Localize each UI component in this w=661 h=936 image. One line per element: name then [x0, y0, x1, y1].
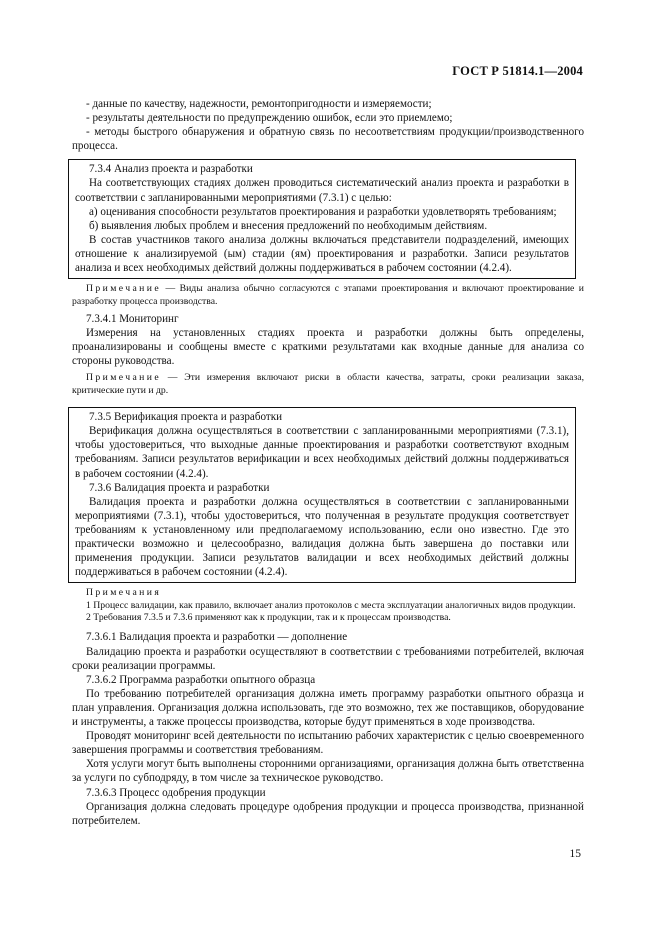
paragraph: Валидация проекта и разработки должна осуществляться в соответствии с запланированными мероприятиями (7.3.1), чтобы удостовериться, что полученная в результате продукция соответствует требованиям к установленному или предполагаемому использованию, если оно известно. Где это практически возможно и целесообразно, валидация должна быть завершена до поставки или применения продукции. Записи результатов валидации и всех необходимых действий должны поддерживаться в рабочем состоянии (4.2.4). — [75, 495, 569, 579]
note-item: 1 Процесс валидации, как правило, включает анализ протоколов с места эксплуатации аналогичных видов продукции. — [86, 599, 576, 611]
list-item: - данные по качеству, надежности, ремонтопригодности и измеряемости; — [86, 98, 432, 110]
framed-section-7-3-5 — [68, 407, 576, 583]
framed-section-7-3-4 — [68, 159, 576, 279]
section-heading: 7.3.5 Верификация проекта и разработки — [89, 411, 283, 424]
section-heading: 7.3.4 Анализ проекта и разработки — [89, 163, 253, 176]
paragraph: По требованию потребителей организация должна иметь программу разработки опытного образца и план управления. Организация должна использовать, где это возможно, тех же поставщиков, оборудование и инструменты, а также процессы производства, которые будут применяться в ходе производства. — [72, 687, 584, 729]
note-item: 2 Требования 7.3.5 и 7.3.6 применяют как к продукции, так и к процессам производства. — [86, 612, 451, 624]
section-heading: 7.3.6.1 Валидация проекта и разработки — дополнение — [86, 631, 348, 644]
paragraph: Валидацию проекта и разработки осуществляют в соответствии с требованиями потребителей, включая сроки реализации программы. — [72, 645, 584, 672]
list-item: б) выявления любых проблем и внесения предложений по необходимым действиям. — [89, 219, 488, 232]
note-label: Примечание — [86, 372, 162, 384]
note — [72, 372, 584, 397]
page-number: 15 — [569, 848, 581, 860]
paragraph: В состав участников такого анализа должны включаться представители подразделений, имеющих отношение к анализируемой (ым) стадии (ям) проектирования и разработки. Записи результатов анализа и всех необходимых действий должны поддерживаться в рабочем состоянии (4.2.4). — [75, 233, 569, 275]
paragraph: Организация должна следовать процедуре одобрения продукции и процесса производства, признанной потребителем. — [72, 800, 584, 827]
section-heading: 7.3.4.1 Мониторинг — [86, 312, 179, 325]
section-heading: 7.3.6.2 Программа разработки опытного образца — [86, 673, 316, 686]
paragraph: Измерения на установленных стадиях проекта и разработки должны быть определены, проанализированы и сообщены вместе с краткими результатами как входные данные для анализа со стороны руководства. — [72, 327, 584, 368]
note-label: Примечание — [86, 283, 162, 295]
note — [72, 283, 584, 308]
paragraph: На соответствующих стадиях должен проводиться систематический анализ проекта и разработки в соответствии с запланированными мероприятиями (7.3.1) с целью: — [75, 177, 569, 204]
page-content — [72, 97, 584, 828]
note-text: — Эти измерения включают риски в области качества, затраты, сроки реализации заказа, критические пути и др. — [72, 372, 584, 396]
list-item: - методы быстрого обнаружения и обратную связь по несоответствиям продукции/производственного процесса. — [72, 126, 584, 153]
section-heading: 7.3.6 Валидация проекта и разработки — [89, 481, 270, 494]
list-item: а) оценивания способности результатов проектирования и разработки удовлетворять требованиям; — [89, 205, 557, 218]
note-text: — Виды анализа обычно согласуются с этапами проектирования и включают проектирование и разработку процесса производства. — [72, 283, 584, 307]
paragraph: Проводят мониторинг всей деятельности по испытанию рабочих характеристик с целью своевременного завершения программы и соответствия требованиям. — [72, 730, 584, 757]
notes-title: Примечания — [86, 587, 162, 599]
standard-header: ГОСТ Р 51814.1—2004 — [452, 64, 583, 78]
section-heading: 7.3.6.3 Процесс одобрения продукции — [86, 786, 266, 799]
list-item: - результаты деятельности по предупреждению ошибок, если это приемлемо; — [86, 112, 453, 125]
paragraph: Хотя услуги могут быть выполнены сторонними организациями, организация должна быть ответственна за услуги по субподряду, в том числе за техническое руководство. — [72, 758, 584, 785]
paragraph: Верификация должна осуществляться в соответствии с запланированными мероприятиями (7.3.1), чтобы удостовериться, что выходные данные проектирования и разработки соответствуют входным требованиям. Записи результатов верификации и всех необходимых действий должны поддерживаться в рабочем состоянии (4.2.4). — [75, 425, 569, 480]
